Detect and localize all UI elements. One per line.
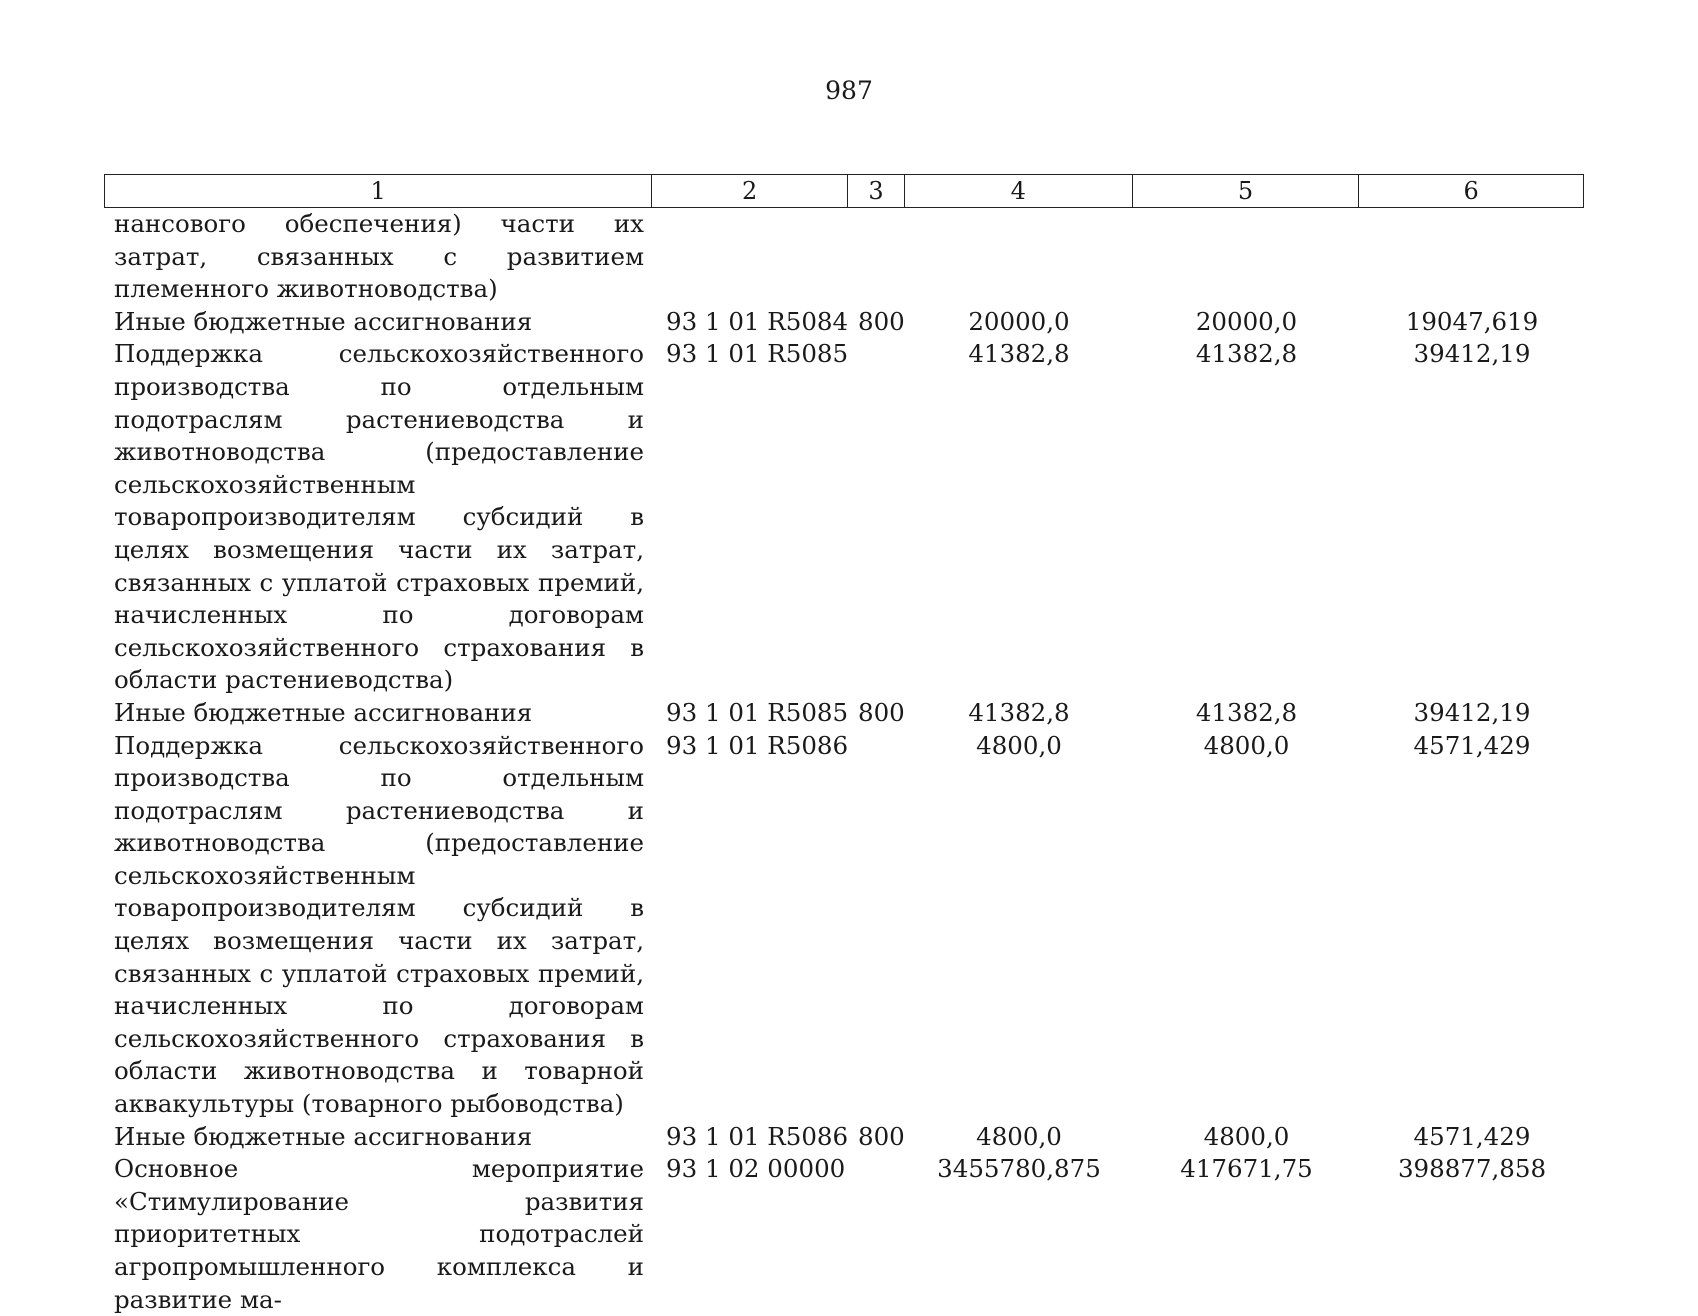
row-value-6: 19047,619 — [1405, 306, 1539, 336]
row-value-5 — [1133, 208, 1360, 306]
row-name: Основное мероприятие «Стимулирование развития приоритетных подотраслей агропромышленного комплекса и развитие ма- — [114, 1154, 644, 1314]
row-code: 93 1 02 00000 — [666, 1154, 846, 1184]
row-value-4: 4800,0 — [976, 1121, 1062, 1151]
row-value-5: 20000,0 — [1195, 306, 1298, 336]
table-row — [104, 338, 1584, 697]
row-value-4: 3455780,875 — [937, 1154, 1101, 1184]
row-type — [848, 730, 905, 1121]
row-value-5: 4800,0 — [1203, 1121, 1290, 1151]
header-col-5: 5 — [1133, 175, 1360, 207]
row-name: Поддержка сельскохозяйственного производства по отдельным подотраслям растениеводства и животноводства (предоставление сельскохозяйственным товаропроизводителям субсидий в целях возмещения части их затрат, связанных с уплатой страховых премий, начисленных по договорам сельскохозяйственного страхования в области растениеводства) — [114, 339, 644, 695]
table-row — [104, 1153, 1584, 1316]
row-type — [848, 208, 905, 306]
row-name: Иные бюджетные ассигнования — [114, 1121, 533, 1151]
row-value-6: 4571,429 — [1413, 730, 1531, 760]
row-value-4: 41382,8 — [968, 339, 1070, 369]
row-value-6: 39412,19 — [1413, 339, 1531, 369]
row-value-5: 41382,8 — [1195, 339, 1298, 369]
table-body — [104, 208, 1584, 1316]
row-value-6: 4571,429 — [1413, 1121, 1531, 1151]
row-type: 800 — [858, 1121, 905, 1151]
row-code: 93 1 01 R5086 — [666, 1121, 849, 1151]
row-value-6 — [1360, 208, 1584, 306]
row-name: Поддержка сельскохозяйственного производства по отдельным подотраслям растениеводства и животноводства (предоставление сельскохозяйственным товаропроизводителям субсидий в целях возмещения части их затрат, связанных с уплатой страховых премий, начисленных по договорам сельскохозяйственного страхования в области животноводства и товарной аквакультуры (товарного рыбоводства) — [114, 730, 644, 1119]
row-value-6: 398877,858 — [1397, 1154, 1547, 1184]
table-row — [104, 730, 1584, 1121]
row-value-5: 417671,75 — [1180, 1154, 1313, 1184]
table-row — [104, 1121, 1584, 1154]
row-type: 800 — [858, 697, 905, 727]
row-value-4: 41382,8 — [968, 697, 1070, 727]
header-col-4: 4 — [905, 175, 1133, 207]
table-row — [104, 306, 1584, 339]
row-code: 93 1 01 R5086 — [666, 730, 849, 760]
page-number: 987 — [825, 76, 873, 105]
header-col-3: 3 — [848, 175, 905, 207]
row-name: Иные бюджетные ассигнования — [114, 697, 533, 727]
row-type — [848, 1153, 905, 1316]
row-name: Иные бюджетные ассигнования — [114, 306, 533, 336]
row-code: 93 1 01 R5085 — [666, 339, 849, 369]
header-col-6: 6 — [1463, 177, 1479, 205]
row-code — [652, 208, 848, 306]
row-value-4: 20000,0 — [968, 306, 1070, 336]
row-value-4: 4800,0 — [976, 730, 1062, 760]
row-name: нансового обеспечения) части их затрат, связанных с развитием племенного животноводства) — [114, 209, 644, 304]
header-col-2: 2 — [652, 175, 848, 207]
row-code: 93 1 01 R5085 — [666, 697, 849, 727]
header-col-1: 1 — [105, 175, 652, 207]
row-type — [848, 338, 905, 697]
row-value-4 — [905, 208, 1133, 306]
row-type: 800 — [858, 306, 905, 336]
table-row — [104, 697, 1584, 730]
budget-table — [104, 174, 1584, 1316]
row-value-6: 39412,19 — [1413, 697, 1531, 727]
row-code: 93 1 01 R5084 — [666, 306, 849, 336]
row-value-5: 4800,0 — [1203, 730, 1290, 760]
table-row — [104, 208, 1584, 306]
row-value-5: 41382,8 — [1195, 697, 1298, 727]
table-header — [104, 174, 1584, 208]
